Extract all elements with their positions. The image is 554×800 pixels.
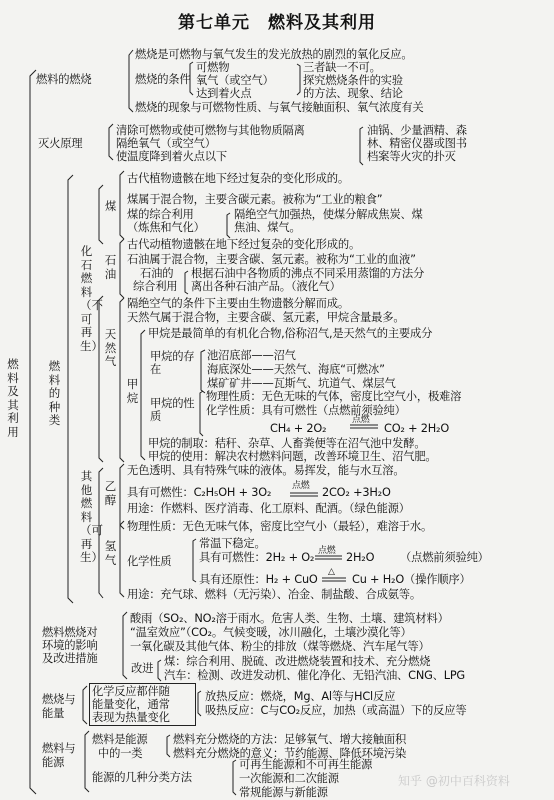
section-energy-label: 燃烧与 bbox=[42, 693, 76, 706]
combustion-condition-label: 燃烧的条件 bbox=[135, 73, 191, 86]
environment-line: “温室效应”（CO₂。气候变暖，冰川融化，土壤沙漠化等） bbox=[130, 626, 412, 639]
section-resources-label: 能源 bbox=[42, 756, 65, 769]
gas-line: 隔绝空气的条件下主要由生物遗骸分解而成。 bbox=[127, 297, 349, 310]
combustion-definition: 燃烧是可燃物与氧气发生的发光放热的剧烈的氧化反应。 bbox=[135, 48, 413, 61]
fuel-energy-note: 燃料是能源 bbox=[92, 733, 148, 746]
condition-item: 达到着火点 bbox=[196, 87, 252, 100]
ethanol-line: 具有可燃性：C₂H₅OH + 3O₂ bbox=[127, 486, 272, 499]
ethanol-label: 乙醇 bbox=[104, 479, 117, 507]
methane-existence-label: 甲烷的存在 bbox=[150, 350, 195, 376]
condition-note: 探究燃烧条件的实验 bbox=[303, 74, 403, 87]
equation-condition: 点燃 bbox=[318, 546, 336, 556]
equation-condition: △ bbox=[328, 567, 335, 577]
methane-usage: 甲烷的使用：解决农村燃料问题，改善环境卫生、沼气肥。 bbox=[148, 450, 437, 463]
methane-definition: 甲烷是最简单的有机化合物,俗称沼气,是天然气的主要成分 bbox=[148, 327, 433, 340]
energy-classification: 可再生能源和不可再生能源 bbox=[239, 758, 373, 771]
root-topic: 燃料及其利用 bbox=[7, 357, 19, 439]
environment-line: 酸雨（SO₂、NO₂溶于雨水。危害人类、生物、土壤、建筑材料） bbox=[130, 612, 449, 625]
reaction-line: 放热反应：燃烧，Mg、Al等与HCl反应 bbox=[205, 690, 396, 703]
environment-line: 一氧化碳及其他气体、粉尘的排放（煤等燃烧、汽车尾气等） bbox=[130, 640, 430, 653]
methane-physical: 物理性质：无色无味的气体，密度比空气小，极难溶 bbox=[206, 390, 462, 403]
improve-line: 汽车：检测、改进发动机、催化净化、无铅汽油、CNG、LPG bbox=[164, 669, 465, 682]
equation-condition: 点燃 bbox=[292, 481, 310, 491]
oil-line: 石油属于混合物，主要含碳、氢元素。被称为“工业的血液” bbox=[127, 253, 416, 266]
coal-label: 煤 bbox=[105, 200, 117, 213]
equation-condition: 点燃 bbox=[352, 415, 370, 425]
ethanol-equation-right: 2CO₂ +3H₂O bbox=[322, 486, 391, 499]
energy-box-line: 化学反应都伴随 bbox=[92, 685, 170, 698]
extinguish-example: 林、精密仪器或图书 bbox=[367, 137, 467, 150]
gas-line: 天然气属于混合物，主要含碳、氢元素，甲烷含量最多。 bbox=[127, 311, 405, 324]
hydrogen-chemical: 具有可燃性：2H₂ + O₂ bbox=[199, 551, 315, 564]
section-resources-label: 燃料与 bbox=[42, 742, 76, 755]
oil-line: 石油的 bbox=[140, 267, 174, 280]
ethanol-line: 用途：作燃料、医疗消毒、化工原料、配酒。（绿色能源） bbox=[127, 502, 410, 515]
oil-label: 石油 bbox=[104, 253, 117, 281]
section-environment-label: 环境的影响 bbox=[42, 639, 98, 652]
section-combustion-label: 燃料的燃烧 bbox=[36, 73, 92, 86]
extinguish-item: 使温度降到着火点以下 bbox=[116, 150, 227, 163]
extinguish-item: 隔绝氧气（或空气） bbox=[116, 137, 216, 150]
coal-use: 焦油、煤气。 bbox=[234, 221, 301, 234]
methane-label: 甲烷 bbox=[126, 377, 139, 405]
ethanol-line: 无色透明、具有特殊气味的液体。易挥发，能与水互溶。 bbox=[127, 464, 405, 477]
methane-existence: 煤矿矿井——瓦斯气、坑道气、煤层气 bbox=[207, 377, 396, 390]
hydrogen-label: 氢气 bbox=[104, 539, 117, 567]
methane-existence: 海底深处——天然气、海底“可燃冰” bbox=[207, 363, 385, 376]
full-combustion-line: 燃料充分燃烧的方法：足够氧气、增大接触面积 bbox=[173, 733, 407, 746]
methane-equation-right: CO₂ + 2H₂O bbox=[384, 422, 450, 435]
fossil-fuel-label: 化石燃料（不可再生） bbox=[80, 244, 103, 353]
section-extinguish-label: 灭火原理 bbox=[38, 137, 83, 150]
condition-item: 可燃物 bbox=[196, 61, 230, 74]
coal-line: 煤的综合利用 bbox=[127, 208, 194, 221]
condition-note: 的方法、现象、结论 bbox=[303, 87, 403, 100]
coal-use: 隔绝空气加强热，使煤分解成焦炭、煤 bbox=[234, 208, 423, 221]
section-environment-label: 及改进措施 bbox=[42, 652, 98, 665]
page-title: 第七单元 燃料及其利用 bbox=[178, 13, 376, 33]
hydrogen-chemical: 常温下稳定。 bbox=[199, 537, 266, 550]
extinguish-item: 清除可燃物或使可燃物与其他物质隔离 bbox=[116, 124, 305, 137]
combustion-phenomenon: 燃烧的现象与可燃物性质、与氧气接触面积、氧气浓度有关 bbox=[135, 101, 424, 114]
energy-classification: 常规能源与新能源 bbox=[239, 786, 328, 799]
improve-line: 煤：综合利用、脱硫、改进燃烧装置和技术、充分燃烧 bbox=[164, 655, 431, 668]
methane-property-label: 甲烷的性质 bbox=[150, 397, 195, 423]
methane-equation-left: CH₄ + 2O₂ bbox=[270, 422, 327, 435]
hydrogen-usage: 用途：充气球、燃料（无污染）、冶金、制盐酸、合成氨等。 bbox=[127, 588, 421, 601]
hydrogen-physical: 物理性质：无色无味气体，密度比空气小（最轻），难溶于水。 bbox=[127, 520, 433, 533]
other-fuel-label: 其他燃料（可再生） bbox=[80, 469, 103, 564]
section-fuel-types-label: 燃料的种类 bbox=[48, 359, 61, 427]
methane-production: 甲烷的制取：秸秆、杂草、人畜粪便等在沼气池中发酵。 bbox=[148, 437, 426, 450]
energy-classification-label: 能源的几种分类方法 bbox=[92, 771, 192, 784]
section-energy-label: 能量 bbox=[42, 707, 65, 720]
condition-item: 氧气（或空气） bbox=[196, 74, 274, 87]
hydrogen-chemical-label: 化学性质 bbox=[127, 555, 172, 568]
improve-label: 改进 bbox=[131, 662, 154, 675]
extinguish-example: 档案等火灾的扑灭 bbox=[367, 150, 456, 163]
section-environment-label: 燃料燃烧对 bbox=[42, 626, 98, 639]
oil-line: 古代动植物遗骸在地下经过复杂的变化形成的。 bbox=[127, 238, 361, 251]
coal-line: （炼焦和气化） bbox=[127, 221, 205, 234]
condition-note: 三者缺一不可。 bbox=[303, 61, 381, 74]
oil-use: 根据石油中各物质的沸点不同采用蒸馏的方法分 bbox=[191, 267, 425, 280]
fuel-energy-note: 中的一类 bbox=[98, 747, 143, 760]
methane-chemical: 化学性质：具有可燃性（点燃前须验纯） bbox=[206, 404, 406, 417]
gas-label: 天然气 bbox=[104, 327, 117, 368]
hydrogen-chemical: 具有还原性：H₂ + CuO bbox=[199, 573, 318, 586]
energy-box-line: 能量变化，通常 bbox=[92, 698, 170, 711]
coal-line: 煤属于混合物，主要含碳元素。被称为“工业的粮食” bbox=[127, 193, 383, 206]
oil-line: 综合利用 bbox=[133, 280, 178, 293]
hydrogen-equation-right: 2H₂O bbox=[346, 551, 375, 564]
coal-line: 古代植物遗骸在地下经过复杂的变化形成的。 bbox=[127, 172, 349, 185]
methane-existence: 池沼底部——沼气 bbox=[207, 349, 296, 362]
oil-use: 离出各种石油产品。（液化气） bbox=[191, 280, 341, 293]
hydrogen-note: （点燃前须验纯） bbox=[400, 551, 489, 564]
extinguish-example: 油锅、少量酒精、森 bbox=[367, 124, 467, 137]
energy-box-line: 表现为热量变化 bbox=[92, 711, 170, 724]
energy-classification: 一次能源和二次能源 bbox=[239, 772, 339, 785]
reaction-line: 吸热反应：C与CO₂反应，加热（或高温）下的反应等 bbox=[205, 704, 467, 717]
full-combustion-line: 燃料充分燃烧的意义：节约能源、降低环境污染 bbox=[173, 747, 407, 760]
hydrogen-equation-right: Cu + H₂O（操作顺序） bbox=[352, 573, 471, 586]
watermark: 知乎 @初中百科资料 bbox=[398, 774, 510, 788]
